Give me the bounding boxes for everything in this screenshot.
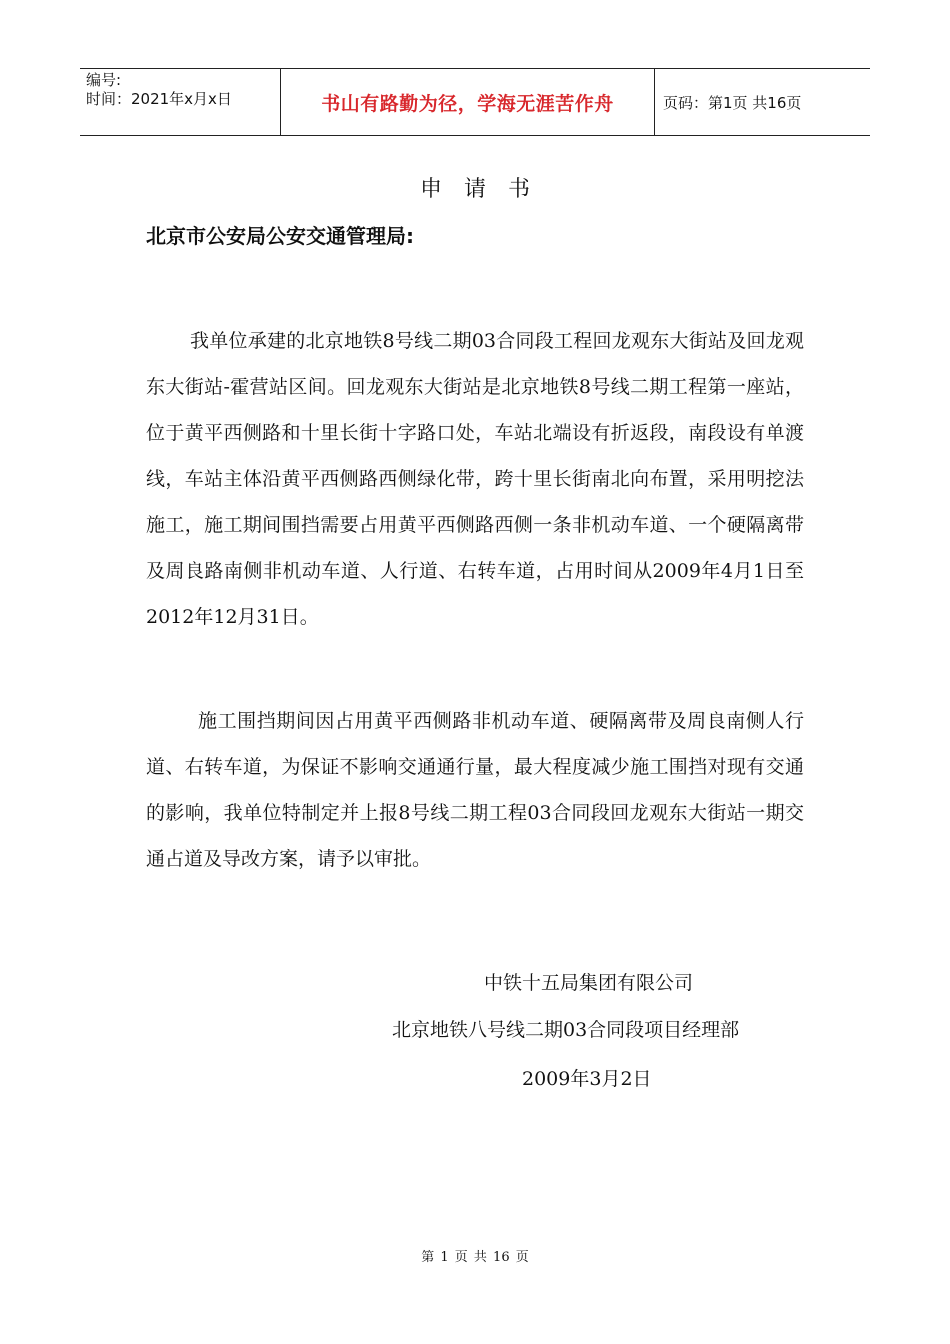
header-motto-cell xyxy=(281,69,655,135)
addressee: 北京市公安局公安交通管理局: xyxy=(146,224,414,248)
header-page-cell xyxy=(655,69,870,135)
signature-date: 2009年3月2日 xyxy=(522,1068,652,1090)
signature-department: 北京地铁八号线二期03合同段项目经理部 xyxy=(392,1019,740,1041)
body-paragraph-2: 施工围挡期间因占用黄平西侧路非机动车道、硬隔离带及周良南侧人行道、右转车道，为保证不影响交通通行量，最大程度减少施工围挡对现有交通的影响，我单位特制定并上报8号线二期工程03合同段回龙观东大街站一期交通占道及导改方案，请予以审批。 xyxy=(146,710,804,870)
header-meta-cell xyxy=(80,69,281,135)
header-motto: 书山有路勤为径，学海无涯苦作舟 xyxy=(321,92,614,115)
page-footer: 第 1 页 共 16 页 xyxy=(421,1250,529,1265)
document-date: 时间：2021年x月x日 xyxy=(86,90,232,108)
signature-company: 中铁十五局集团有限公司 xyxy=(484,972,694,994)
document-number-label: 编号: xyxy=(86,71,122,89)
body-paragraph-1: 我单位承建的北京地铁8号线二期03合同段工程回龙观东大街站及回龙观东大街站-霍营站区间。回龙观东大街站是北京地铁8号线二期工程第一座站，位于黄平西侧路和十里长街十字路口处，车站北端设有折返段，南段设有单渡线，车站主体沿黄平西侧路西侧绿化带，跨十里长街南北向布置，采用明挖法施工，施工期间围挡需要占用黄平西侧路西侧一条非机动车道、一个硬隔离带及周良路南侧非机动车道、人行道、右转车道，占用时间从2009年4月1日至2012年12月31日。 xyxy=(146,330,804,628)
document-title: 申请书 xyxy=(419,177,552,202)
page-header xyxy=(80,68,870,136)
header-page-info: 页码：第1页 共16页 xyxy=(663,93,802,112)
